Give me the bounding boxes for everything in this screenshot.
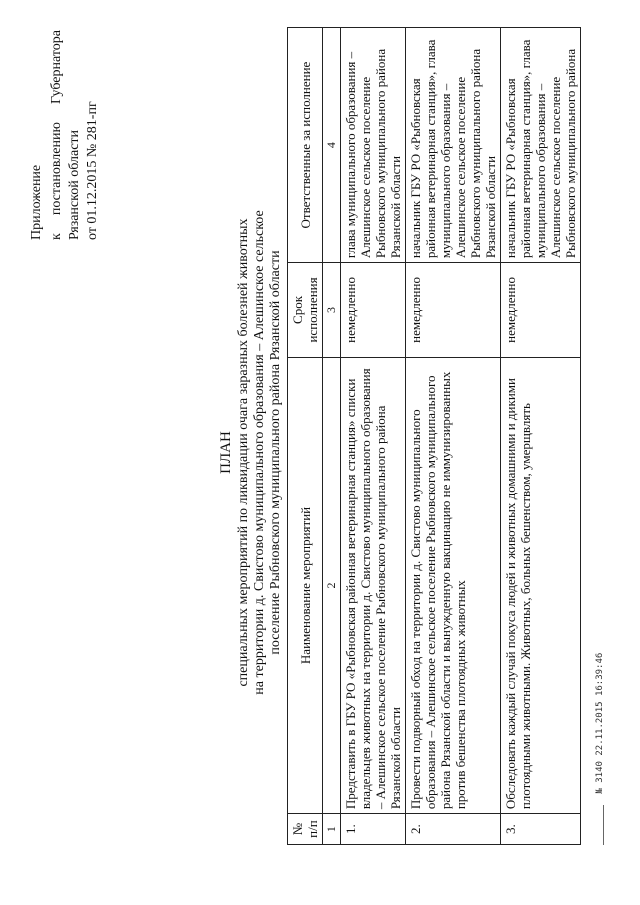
appendix-block: [28, 30, 102, 240]
plan-title: ПЛАН: [218, 431, 234, 474]
row-term: немедленно: [501, 263, 581, 358]
colnum-3: 3: [323, 263, 341, 358]
measures-table: [287, 27, 581, 845]
appendix-line-2: [48, 30, 66, 240]
appendix-k: к: [49, 233, 64, 240]
signature-mark: [595, 805, 604, 845]
row-num: 3.: [501, 814, 581, 845]
appendix-date-number: от 01.12.2015 № 281-пг: [85, 101, 100, 240]
row-num: 2.: [406, 814, 501, 845]
row-num: 1.: [341, 814, 406, 845]
table-row: [341, 28, 406, 845]
row-term: немедленно: [406, 263, 501, 358]
row-resp: глава муниципального образования – Алешинское сельское поселение Рыбновского муниципального района Рязанской области: [341, 28, 406, 263]
plan-subtitle-1: специальных мероприятий по ликвидации очага заразных болезней животных: [236, 218, 251, 687]
table-row: [501, 28, 581, 845]
row-resp: начальник ГБУ РО «Рыбновская районная ветеринарная станция», глава муниципального образования – Алешинское сельское поселение Рыбновского муниципального района Рязанской области: [406, 28, 501, 263]
row-term: немедленно: [341, 263, 406, 358]
appendix-region: Рязанской области: [67, 129, 82, 240]
plan-heading: [218, 0, 284, 905]
colnum-2: 2: [323, 357, 341, 813]
header-name: Наименование мероприятий: [288, 357, 323, 813]
header-term: Срок исполнения: [288, 263, 323, 358]
colnum-1: 1: [323, 814, 341, 845]
row-name: Провести подворный обход на территории д. Свистово муниципального образования – Алешинское сельское поселение Рыбновского муниципального района Рязанской области и вынужденную вакцинацию не иммунизированных против бешенства плотоядных животных: [406, 357, 501, 813]
plan-subtitle-3: поселение Рыбновского муниципального района Рязанской области: [268, 250, 283, 655]
row-resp: начальник ГБУ РО «Рыбновская районная ветеринарная станция», глава муниципального образования – Алешинское сельское поселение Рыбновского муниципального района: [501, 28, 581, 263]
colnum-4: 4: [323, 28, 341, 263]
header-num: № п/п: [288, 814, 323, 845]
appendix-decree-word: постановлению: [49, 122, 64, 216]
plan-subtitle-2: на территории д. Свистово муниципального образования – Алешинское сельское: [252, 210, 267, 695]
table-row: [406, 28, 501, 845]
row-name: Представить в ГБУ РО «Рыбновская районная ветеринарная станция» списки владельцев животных на территории д. Свистово муниципального образования – Алешинское сельское поселение Рыбновского муниципального района Рязанской области: [341, 357, 406, 813]
stamp-text: № 3140 22.11.2015 16:39:46: [595, 652, 605, 794]
appendix-governor: Губернатора: [49, 30, 64, 105]
column-number-row: [323, 28, 341, 845]
appendix-title: Приложение: [29, 164, 44, 240]
row-name: Обследовать каждый случай покуса людей и животных домашними и дикими плотоядными животными. Животных, больных бешенством, умерщвлять: [501, 357, 581, 813]
header-resp: Ответственные за исполнение: [288, 28, 323, 263]
table-header-row: [288, 28, 323, 845]
registration-stamp: [595, 653, 605, 845]
